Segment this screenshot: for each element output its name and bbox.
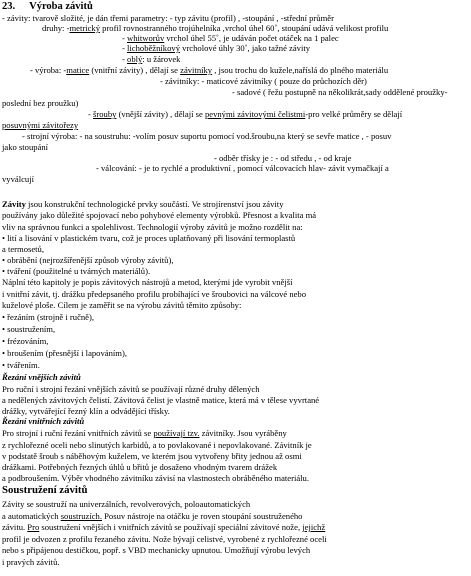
underlined-term: používají tzv. [153, 428, 200, 438]
text-line [2, 142, 48, 152]
text-run: • broušením (přesnější i lapováním), [2, 348, 127, 358]
text-run: Pro strojní i ruční řezání vnitřních závitů se [2, 428, 154, 438]
text-run: Pro ruční i strojní řezání vnějších závitů se používají různé druhy dělených [2, 384, 260, 394]
text-run: • obrábění (nejrozšířenější způsob výroby závitů), [2, 255, 174, 265]
text-line [88, 109, 402, 119]
text-run: - [122, 43, 128, 53]
text-line [2, 222, 303, 232]
text-run: - [122, 54, 128, 64]
text-run: • řezáním (strojně i ručně), [2, 312, 95, 322]
text-run: závitníky. Jsou vyráběny [199, 428, 287, 438]
text-run: profil rovnostranného trojúhelníka ,vrchol úhel 60˚, stoupání udává velikost profilu [100, 23, 389, 33]
underlined-term: whitworův [127, 33, 165, 43]
text-run: a podbroušením. Výběr vhodného závitníku závisí na vlastnostech obráběného materiálu. [2, 473, 309, 483]
text-line [214, 153, 351, 163]
text-line [2, 451, 302, 461]
text-run: , jsou trochu do kužele,naříslá do plného materiálu [212, 65, 389, 75]
text-run: • soustružením, [2, 324, 56, 334]
text-run: Náplní této kapitoly je popis závitových nástrojů a metod, kterými jde vyrobit vnější [2, 277, 293, 287]
text-line [30, 65, 388, 75]
section-title: Výroba závitů [29, 1, 93, 12]
text-line [2, 210, 316, 220]
text-line [2, 473, 309, 483]
text-run: • tvářením. [2, 360, 40, 370]
text-line [2, 277, 292, 287]
text-run: závitu. [2, 522, 28, 532]
text-line [2, 406, 170, 416]
text-run: i vnitřní závit, tj. drážku předepsaného profilu probíhající ve šroubovici na válcové nebo [2, 289, 307, 299]
text-run: vrcholové úhly 30˚, jako tažné závity [180, 43, 311, 53]
subsection-title: Řezání vnitřních závitů [2, 416, 85, 426]
text-run: nebo s připájenou destičkou, popř. s VBD mechanicky upnutou. Umožňují výrobu levých [2, 545, 311, 555]
text-run: (vnitřní závity) , dělají se [89, 65, 181, 75]
section-heading [2, 416, 84, 426]
text-line [2, 462, 277, 472]
text-line [2, 312, 94, 322]
subsection-title: Řezání vnějších závitů [2, 372, 81, 382]
text-run: - strojní výroba: - na soustruhu: -volím posuv suportu pomocí vod.šroubu,na který se sevře matice , - posuv [22, 131, 392, 141]
text-line [2, 255, 174, 265]
text-run: - závity: tvarově složité, je dán třemi parametry: - typ závitu (profil) , -stoupání , -střední průměr [2, 13, 334, 23]
text-run: soustružení vnějších i vnitřních závitů se používají speciální závitové nože, [39, 522, 303, 532]
text-run: profil je odvozen z profilu řezaného závitu. Nože bývají celistvé, vyrobené z rychlořezné oceli [2, 534, 327, 544]
text-run: - sadové ( řežu postupně na několikrát,sady oddělené proužky- [232, 87, 448, 97]
text-run: druhy: - [42, 23, 70, 33]
text-run: jako stoupání [2, 142, 49, 152]
text-line [2, 336, 48, 346]
text-run: drážkami. Potřebných řezných úhlů u břitů je dosaženo vhodným tvarem drážek [2, 462, 278, 472]
text-run: kuželové ploše. Cílem je zaměřit se na výrobu závitů těmito způsoby: [2, 300, 242, 310]
text-line [2, 384, 260, 394]
text-run: • frézováním, [2, 336, 49, 346]
bold-term: Závity [2, 199, 26, 209]
text-run: vyválcují [2, 174, 34, 184]
text-line [160, 76, 367, 86]
text-line [42, 23, 388, 33]
text-line [96, 163, 389, 173]
section-heading [2, 485, 87, 495]
text-line [2, 300, 241, 310]
text-run: a nedělených závitových čelistí. Závitová čelist je vlastně matice, která má v tělese vyvrtané [2, 395, 320, 405]
text-line [2, 499, 250, 509]
text-run: - odběr třísky je : - od středu , - od kraje [214, 153, 352, 163]
underlined-term: jejichž [302, 522, 326, 532]
text-run: jsou konstrukční technologické prvky součástí. Ve strojírenství jsou závity [25, 199, 284, 209]
text-line [2, 348, 127, 358]
text-run: • lití a lisování v plastickém tvaru, což je proces uplatňovaný při lisování termoplastů [2, 233, 296, 243]
text-line [122, 33, 339, 43]
section-number: 23. [2, 1, 16, 12]
underlined-term: lichoběžníkový [127, 43, 180, 53]
section-heading [2, 372, 81, 382]
text-line [2, 440, 312, 450]
text-run: drážky, vytvářející řezný klín a odvádějící třísky. [2, 406, 170, 416]
text-run: Závity se soustruží na univerzálních, revolverových, poloautomatických [2, 499, 251, 509]
text-line [2, 13, 334, 23]
text-run: -pro velké průměry se dělají [305, 109, 403, 119]
text-run: a termosetů, [2, 244, 44, 254]
text-line [2, 266, 150, 276]
text-run: i pravých závitů. [2, 557, 60, 567]
text-line [122, 43, 310, 53]
underlined-term: oblý [127, 54, 143, 64]
underlined-term: soustruzích. [60, 511, 102, 521]
text-run: - [122, 33, 128, 43]
text-run: - závitníky: - maticové závitníky ( pouze do průchozích děr) [160, 76, 367, 86]
text-line [2, 199, 284, 209]
text-run: - výroba: - [30, 65, 67, 75]
text-line [2, 233, 295, 243]
text-run: - válcování: - je to rychlé a produktivní , pomocí válcovacích hlav- závit vymačkají a [96, 163, 389, 173]
text-line [2, 545, 310, 555]
underlined-term: šrouby [93, 109, 117, 119]
text-run: používány jako důležité spojovací nebo pohybové elementy výrobků. Přesnost a kvalita má [2, 210, 317, 220]
text-line [122, 54, 180, 64]
underlined-term: pevnými závitovými čelistmi [204, 109, 306, 119]
underlined-term: metrický [69, 23, 100, 33]
text-line [2, 289, 306, 299]
text-run: - [88, 109, 94, 119]
section-title: Soustružení závitů [2, 484, 88, 496]
text-line [2, 98, 78, 108]
text-line [2, 174, 34, 184]
underlined-term: posuvnými závitořezy [2, 120, 79, 130]
text-line [2, 511, 302, 521]
underlined-term: závitníky [180, 65, 213, 75]
text-run: vliv na správnou funkci a spolehlivost. Technologií výroby závitů je možno rozdělit na: [2, 222, 303, 232]
underlined-term: Pro [27, 522, 40, 532]
document-title [2, 1, 93, 12]
text-run: vrchol úhel 55˚, je udáván počet otáček na 1 palec [164, 33, 339, 43]
text-run: a automatických [2, 511, 61, 521]
text-line [22, 131, 391, 141]
text-run: z rychlořezné oceli nebo slinutých karbidů, a to povlakované i nepovlakované. Závitník je [2, 440, 312, 450]
text-line [2, 120, 78, 130]
text-run: v podstatě šroub s náběhovým kuželem, ve kterém jsou vytvořeny břity jednou až osmi [2, 451, 302, 461]
text-line [2, 557, 60, 567]
text-run: poslední bez proužku) [2, 98, 79, 108]
text-line [2, 360, 40, 370]
text-line [2, 428, 287, 438]
text-run: (vnější závity) , dělají se [116, 109, 205, 119]
text-run: • tváření (použitelné u tvárných materiálů). [2, 266, 151, 276]
text-line [232, 87, 448, 97]
text-line [2, 522, 325, 532]
text-line [2, 395, 319, 405]
text-run: Posuv nástroje na otáčku je roven stoupání soustruženého [102, 511, 303, 521]
underlined-term: matice [66, 65, 90, 75]
text-line [2, 324, 55, 334]
text-line [2, 244, 44, 254]
text-run: : u žárovek [142, 54, 181, 64]
text-line [2, 534, 327, 544]
